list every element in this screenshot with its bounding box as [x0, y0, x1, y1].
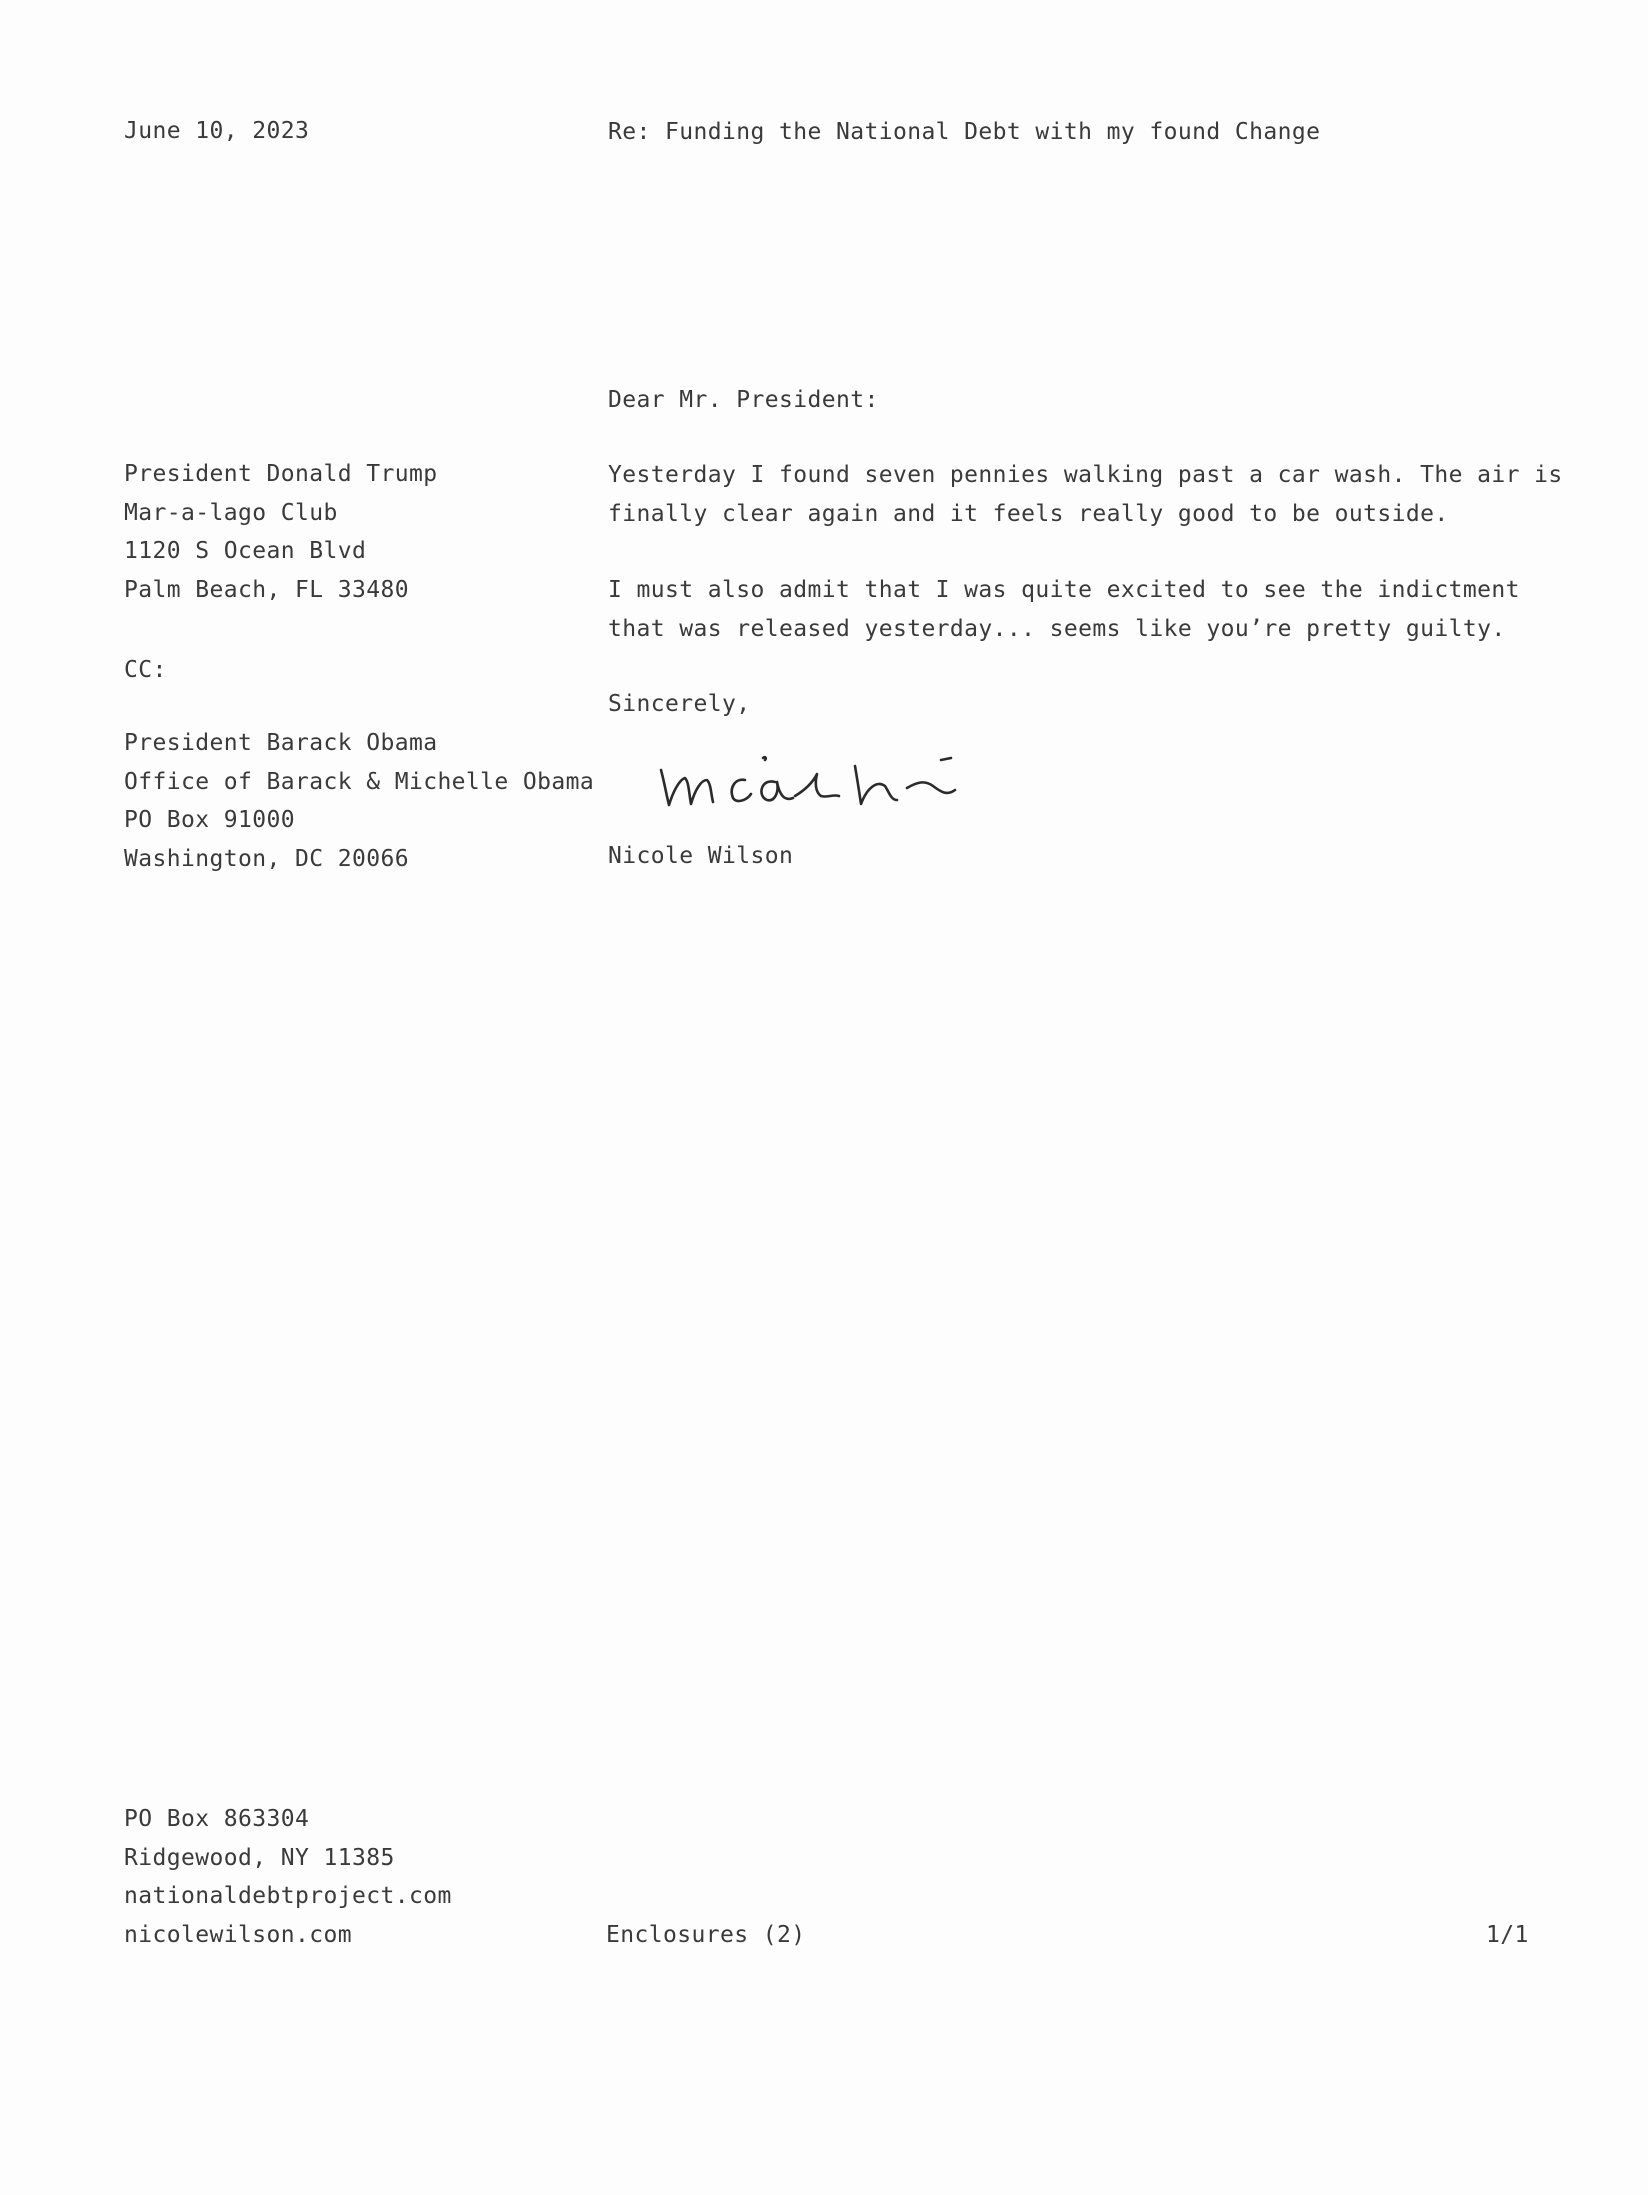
sender-line: nationaldebtproject.com	[124, 1883, 452, 1909]
body-paragraph-2	[608, 571, 1520, 648]
letter-subject: Re: Funding the National Debt with my found Change	[608, 119, 1321, 145]
paragraph-line: I must also admit that I was quite excited to see the indictment	[608, 577, 1520, 603]
cc-recipient-line: PO Box 91000	[124, 807, 295, 833]
sender-line: Ridgewood, NY 11385	[124, 1844, 395, 1871]
cc-recipient-address	[124, 724, 594, 878]
cc-recipient-line: President Barack Obama	[124, 730, 438, 756]
sender-line: nicolewilson.com	[124, 1921, 352, 1948]
sender-line: PO Box 863304	[124, 1806, 310, 1832]
signature-name: Nicole Wilson	[608, 843, 794, 869]
cc-label: CC:	[124, 657, 167, 683]
recipient-line: 1120 S Ocean Blvd	[124, 538, 367, 564]
paragraph-line: Yesterday I found seven pennies walking past a car wash. The air is	[608, 462, 1563, 488]
page-number: 1/1	[1486, 1922, 1529, 1948]
closing: Sincerely,	[608, 691, 751, 717]
handwritten-signature	[655, 730, 995, 820]
paragraph-line: that was released yesterday... seems like you’re pretty guilty.	[608, 615, 1506, 642]
recipient-line: Mar-a-lago Club	[124, 499, 338, 526]
letter-date: June 10, 2023	[124, 118, 310, 144]
sender-address	[124, 1800, 452, 1954]
cc-recipient-line: Office of Barack & Michelle Obama	[124, 768, 595, 795]
cc-recipient-line: Washington, DC 20066	[124, 845, 409, 872]
recipient-address	[124, 455, 437, 609]
body-paragraph-1	[608, 456, 1563, 533]
salutation: Dear Mr. President:	[608, 387, 879, 413]
paragraph-line: finally clear again and it feels really good to be outside.	[608, 500, 1449, 527]
recipient-line: President Donald Trump	[124, 461, 438, 487]
enclosures: Enclosures (2)	[606, 1922, 806, 1948]
recipient-line: Palm Beach, FL 33480	[124, 576, 409, 603]
